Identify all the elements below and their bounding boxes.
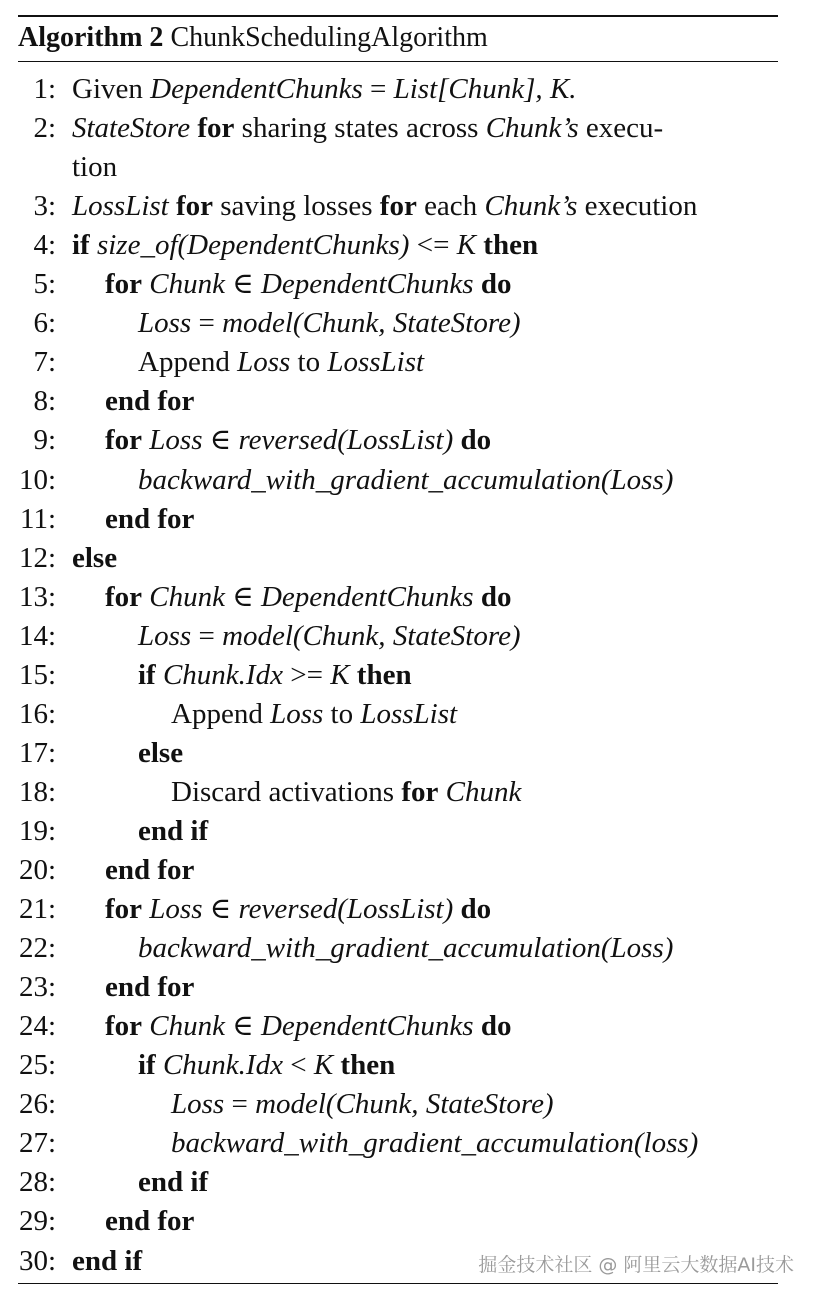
line-text: LossList for saving losses for each Chunk’s execution: [72, 190, 698, 223]
algorithm-label: Algorithm 2: [18, 22, 164, 53]
top-rule: [18, 15, 778, 17]
algorithm-line: [0, 1163, 820, 1202]
line-number: 17:: [18, 736, 56, 769]
algorithm-line: [0, 851, 820, 890]
algorithm-line: [0, 890, 820, 929]
algorithm-line: [0, 70, 820, 109]
algorithm-line: [0, 656, 820, 695]
line-text: end for: [105, 502, 195, 535]
algorithm-line: [0, 695, 820, 734]
algorithm-line: [0, 773, 820, 812]
algorithm-line: [0, 226, 820, 265]
algorithm-line: [0, 343, 820, 382]
algorithm-line: [0, 578, 820, 617]
line-number: 20:: [18, 854, 56, 886]
line-text: backward_with_gradient_accumulation(Loss): [138, 463, 674, 496]
line-text: Loss = model(Chunk, StateStore): [171, 1088, 554, 1121]
line-text: if Chunk.Idx < K then: [138, 1049, 396, 1082]
line-text: for Chunk ∈ DependentChunks do: [105, 1010, 512, 1043]
line-number: 15:: [18, 658, 56, 691]
line-number: 29:: [18, 1205, 56, 1238]
line-number: 30:: [18, 1244, 56, 1277]
line-text: StateStore for sharing states across Chunk’s execu-: [72, 112, 664, 145]
algorithm-line: [0, 734, 820, 773]
line-number: 12:: [18, 541, 56, 574]
line-text: end for: [105, 854, 195, 886]
algorithm-line: [0, 500, 820, 539]
line-text: for Loss ∈ reversed(LossList) do: [105, 893, 492, 926]
line-text: for Chunk ∈ DependentChunks do: [105, 580, 512, 613]
line-number: 24:: [18, 1010, 56, 1043]
line-number: 19:: [18, 814, 56, 847]
line-number: 22:: [18, 932, 56, 965]
line-text: else: [138, 736, 184, 769]
line-number: 16:: [18, 697, 56, 730]
algorithm-line: [0, 304, 820, 343]
algorithm-line: [0, 1202, 820, 1241]
line-number: 28:: [18, 1166, 56, 1199]
algorithm-line: [0, 421, 820, 460]
algorithm-line: [0, 1007, 820, 1046]
algorithm-line: [0, 109, 820, 148]
line-number: 10:: [18, 463, 56, 496]
line-text: end if: [72, 1244, 143, 1277]
watermark: 掘金技术社区 @ 阿里云大数据AI技术: [478, 1254, 794, 1276]
line-text: for Chunk ∈ DependentChunks do: [105, 268, 512, 301]
algorithm-line: [0, 539, 820, 578]
algorithm-line: [0, 617, 820, 656]
line-text: Loss = model(Chunk, StateStore): [138, 619, 521, 652]
algorithm-title: [18, 18, 488, 58]
line-text: for Loss ∈ reversed(LossList) do: [105, 424, 492, 457]
algorithm-line: [0, 968, 820, 1007]
line-number: 2:: [33, 112, 56, 145]
algorithm-line: [0, 929, 820, 968]
line-text: end for: [105, 1205, 195, 1238]
header-rule: [18, 61, 778, 62]
line-number: 9:: [33, 424, 56, 457]
line-text: backward_with_gradient_accumulation(loss): [171, 1127, 699, 1160]
line-text: else: [72, 541, 118, 574]
line-text: if size_of(DependentChunks) <= K then: [72, 229, 539, 262]
line-number: 18:: [18, 775, 56, 808]
line-number: 14:: [18, 619, 56, 652]
line-text: end for: [105, 971, 195, 1004]
line-number: 5:: [33, 268, 56, 301]
line-number: 23:: [18, 971, 56, 1004]
algorithm-line: [0, 148, 820, 187]
algorithm-line: [0, 1046, 820, 1085]
line-number: 6:: [33, 307, 56, 340]
line-text: Discard activations for Chunk: [171, 775, 522, 808]
line-text: backward_with_gradient_accumulation(Loss): [138, 932, 674, 965]
line-number: 8:: [33, 385, 56, 418]
line-text: end for: [105, 385, 195, 418]
line-number: 25:: [18, 1049, 56, 1082]
algorithm-line: [0, 382, 820, 421]
line-number: 27:: [18, 1127, 56, 1160]
algorithm-line: [0, 812, 820, 851]
algorithm-line: [0, 1085, 820, 1124]
line-text: Append Loss to LossList: [171, 697, 458, 730]
line-text: end if: [138, 814, 209, 847]
line-number: 3:: [33, 190, 56, 223]
line-text: Given DependentChunks = List[Chunk], K.: [72, 73, 577, 105]
bottom-rule: [18, 1283, 778, 1284]
line-number: 13:: [18, 580, 56, 613]
algorithm-line: [0, 461, 820, 500]
line-number: 21:: [18, 893, 56, 926]
line-text: if Chunk.Idx >= K then: [138, 658, 412, 691]
algorithm-line: [0, 187, 820, 226]
line-number: 7:: [33, 346, 56, 379]
algorithm-name: ChunkSchedulingAlgorithm: [170, 22, 488, 53]
line-number: 4:: [33, 229, 56, 262]
line-number: 11:: [20, 502, 56, 535]
line-text: end if: [138, 1166, 209, 1199]
line-number: 1:: [33, 73, 56, 105]
line-text: Loss = model(Chunk, StateStore): [138, 307, 521, 340]
line-text: Append Loss to LossList: [138, 346, 425, 379]
line-number: 26:: [18, 1088, 56, 1121]
algorithm-line: [0, 265, 820, 304]
line-text: tion: [72, 151, 118, 184]
algorithm-line: [0, 1124, 820, 1163]
